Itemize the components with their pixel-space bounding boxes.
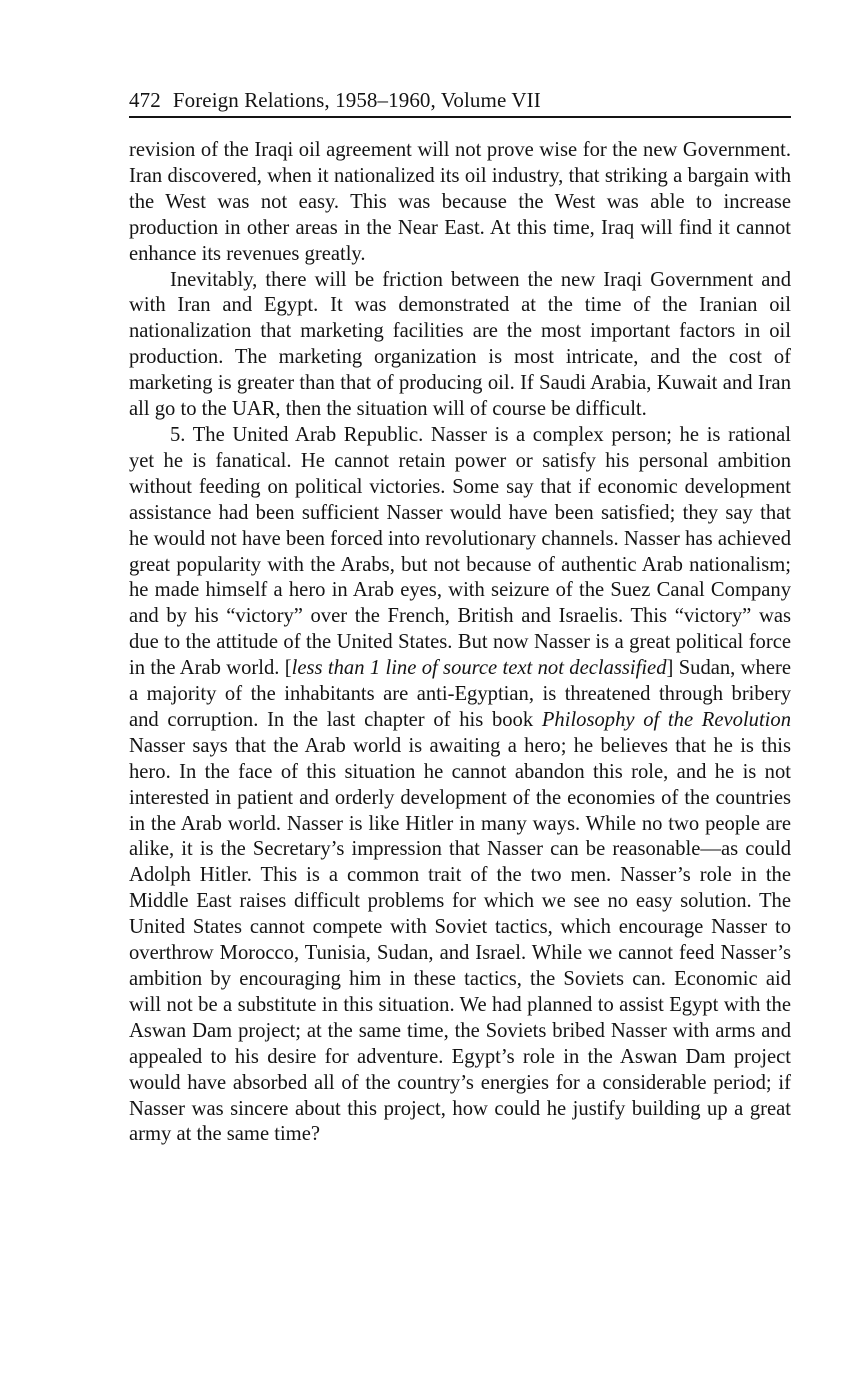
page-number: 472 [129,88,161,112]
paragraph-text: Nasser says that the Arab world is awaiting a hero; he believes that he is this hero. In the face of this situation he cannot abandon this role, and he is not interested in patient and orderly development of the economies of the countries in the Arab world. Nasser is like Hitler in many ways. While no two people are alike, it is the Secretary’s impression that Nasser can be reasonable—as could Adolph Hitler. This is a common trait of the two men. Nasser’s role in the Middle East raises difficult problems for which we see no easy solution. The United States cannot compete with Soviet tactics, which encourage Nasser to overthrow Morocco, Tunisia, Sudan, and Israel. While we cannot feed Nasser’s ambition by encouraging him in these tactics, the Soviets can. Economic aid will not be a substitute in this situation. We had planned to assist Egypt with the Aswan Dam project; at the same time, the Soviets bribed Nasser with arms and appealed to his desire for adventure. Egypt’s role in the Aswan Dam project would have absorbed all of the country’s energies for a considerable period; if Nasser was sincere about this project, how could he justify building up a great army at the same time? [129,734,791,1146]
book-title: Philosophy of the Revolution [541,708,791,731]
document-page [129,86,791,1148]
editorial-bracket-note: less than 1 line of source text not declassified [291,657,667,680]
paragraph-united-arab-republic [129,423,791,1148]
body-text [129,138,791,1148]
paragraph-text: 5. The United Arab Republic. Nasser is a complex person; he is rational yet he is fanatical. He cannot retain power or satisfy his personal ambition without feeding on political victories. Some say that if economic development assistance had been sufficient Nasser would have been satisfied; they say that he would not have been forced into revolutionary channels. Nasser has achieved great popularity with the Arabs, but not because of authentic Arab nationalism; he made himself a hero in Arab eyes, with seizure of the Suez Canal Company and by his “victory” over the French, British and Israelis. This “victory” was due to the attitude of the United States. But now Nasser is a great political force in the Arab world. [ [129,423,791,680]
volume-title: Foreign Relations, 1958–1960, Volume VII [172,88,541,112]
paragraph-friction: Inevitably, there will be friction between the new Iraqi Government and with Iran and Egypt. It was demonstrated at the time of the Iranian oil nationalization that marketing facilities are the most important factors in oil production. The marketing organization is most intricate, and the cost of marketing is greater than that of producing oil. If Saudi Arabia, Kuwait and Iran all go to the UAR, then the situation will of course be difficult. [129,268,791,421]
paragraph-text: ] Sudan, where a majority of the inhabitants are anti-Egyptian, is threatened through bribery and corruption. In the last chapter of his book [129,657,791,731]
running-header [129,86,791,118]
paragraph-continuation: revision of the Iraqi oil agreement will not prove wise for the new Government. Iran discovered, when it nationalized its oil industry, that striking a bargain with the West was not easy. This was because the West was able to increase production in other areas in the Near East. At this time, Iraq will find it cannot enhance its revenues greatly. [129,139,791,265]
